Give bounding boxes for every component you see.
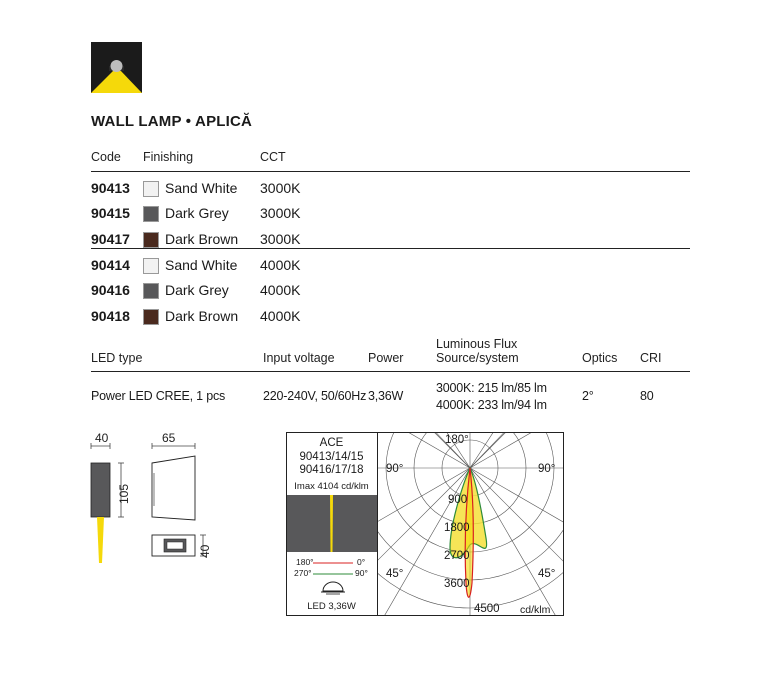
legend-0: 0° <box>357 557 366 567</box>
header-flux-2: Source/system <box>436 351 519 365</box>
polar-unit: cd/klm <box>520 604 551 616</box>
legend-270: 270° <box>294 568 312 578</box>
product-finishing: Dark Grey <box>165 205 229 221</box>
spec-led-type: Power LED CREE, 1 pcs <box>91 389 226 403</box>
table-rule-top <box>91 171 690 172</box>
polar-ring-4500: 4500 <box>474 603 500 615</box>
product-cct: 3000K <box>260 180 301 196</box>
polar-angle-bottom-right: 45° <box>538 568 556 580</box>
spec-input-voltage: 220-240V, 50/60Hz <box>263 389 367 403</box>
spec-flux-4000: 4000K: 233 lm/94 lm <box>436 398 547 412</box>
polar-angle-top: 180° <box>445 434 469 446</box>
dim-base: 40 <box>198 544 212 558</box>
product-code: 90414 <box>91 257 130 273</box>
spec-cri: 80 <box>640 389 654 403</box>
header-flux-1: Luminous Flux <box>436 337 518 351</box>
polar-angle-right: 90° <box>538 463 556 475</box>
product-cct: 4000K <box>260 282 301 298</box>
led-label: LED 3,36W <box>307 601 356 612</box>
led-lamp-icon <box>320 580 346 596</box>
product-finishing: Dark Grey <box>165 282 229 298</box>
spec-flux-3000: 3000K: 215 lm/85 lm <box>436 381 547 395</box>
dim-height: 105 <box>117 483 131 504</box>
product-finishing: Dark Brown <box>165 231 239 247</box>
polar-ring-3600: 3600 <box>444 578 470 590</box>
legend-90: 90° <box>355 568 368 578</box>
header-optics: Optics <box>582 351 618 365</box>
spec-optics: 2° <box>582 389 594 403</box>
header-cct: CCT <box>260 150 286 164</box>
header-led-type: LED type <box>91 351 143 365</box>
product-code: 90417 <box>91 231 130 247</box>
product-finishing: Sand White <box>165 180 238 196</box>
product-cct: 3000K <box>260 205 301 221</box>
photometry-codes-1: 90413/14/15 <box>299 451 364 463</box>
legend-180: 180° <box>296 557 314 567</box>
header-power: Power <box>368 351 404 365</box>
product-finishing: Dark Brown <box>165 308 239 324</box>
polar-ring-2700: 2700 <box>444 550 470 562</box>
product-code: 90413 <box>91 180 130 196</box>
product-icon <box>91 42 142 93</box>
photometry-codes-2: 90416/17/18 <box>299 464 364 476</box>
polar-angle-left: 90° <box>386 463 404 475</box>
spec-power: 3,36W <box>368 389 404 403</box>
finish-swatch <box>143 258 159 274</box>
photometry-imax: Imax 4104 cd/klm <box>294 481 369 492</box>
product-cct: 4000K <box>260 257 301 273</box>
finish-swatch <box>143 232 159 248</box>
dim-width: 40 <box>95 431 109 445</box>
product-code: 90418 <box>91 308 130 324</box>
finish-swatch <box>143 181 159 197</box>
product-code: 90416 <box>91 282 130 298</box>
polar-angle-bottom-left: 45° <box>386 568 404 580</box>
beam-preview <box>287 495 377 552</box>
header-input-voltage: Input voltage <box>263 351 335 365</box>
page-title: WALL LAMP • APLICĂ <box>91 113 253 130</box>
finish-swatch <box>143 206 159 222</box>
product-code: 90415 <box>91 205 130 221</box>
spec-rule <box>91 371 690 372</box>
header-code: Code <box>91 150 121 164</box>
finish-swatch <box>143 283 159 299</box>
polar-ring-1800: 1800 <box>444 522 470 534</box>
polar-ring-900: 900 <box>448 494 468 506</box>
polar-diagram <box>378 433 563 615</box>
finish-swatch <box>143 309 159 325</box>
product-finishing: Sand White <box>165 257 238 273</box>
product-cct: 3000K <box>260 231 301 247</box>
header-finishing: Finishing <box>143 150 194 164</box>
dim-depth: 65 <box>162 431 176 445</box>
header-cri: CRI <box>640 351 662 365</box>
photometry-name: ACE <box>319 437 344 449</box>
table-rule-mid <box>91 248 690 249</box>
product-cct: 4000K <box>260 308 301 324</box>
